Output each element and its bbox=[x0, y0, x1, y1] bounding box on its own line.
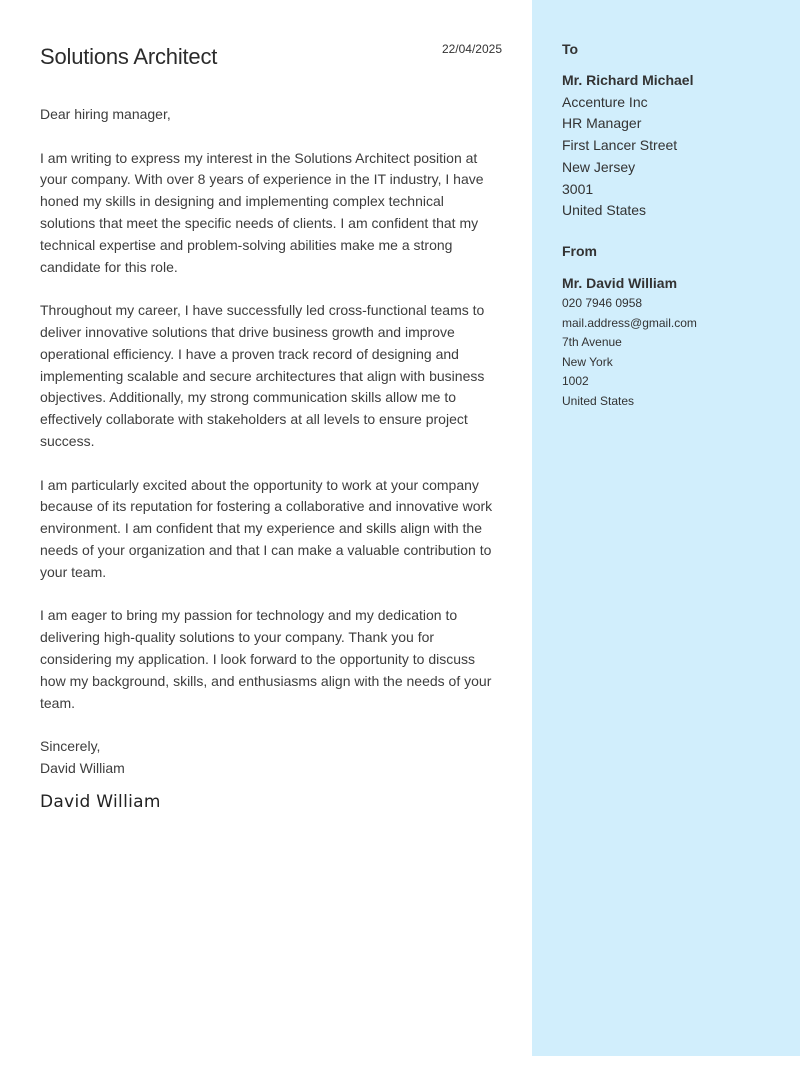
sender-phone: 020 7946 0958 bbox=[562, 296, 643, 310]
body-paragraph-4: I am eager to bring my passion for technology and my dedication to delivering high-quality solutions to your company. Thank you for considering my application. I look forward to the opportunity to discuss how my background, skills, and enthusiasms align with the needs of your team. bbox=[40, 607, 492, 711]
sender-address bbox=[562, 272, 697, 411]
closing-phrase: Sincerely, bbox=[40, 738, 101, 755]
letter-date: 22/04/2025 bbox=[441, 42, 502, 56]
sender-details bbox=[562, 294, 697, 411]
recipient-company: Accenture Inc bbox=[562, 93, 648, 110]
sender-country: United States bbox=[562, 393, 635, 408]
from-heading: From bbox=[562, 243, 597, 259]
sender-name: Mr. David William bbox=[562, 275, 678, 291]
letter-body bbox=[40, 104, 502, 814]
letter-title: Solutions Architect bbox=[40, 44, 218, 69]
sender-email: mail.address@gmail.com bbox=[562, 315, 697, 330]
recipient-street: First Lancer Street bbox=[562, 137, 678, 154]
recipient-postcode: 3001 bbox=[562, 180, 594, 197]
signature: David William bbox=[40, 791, 161, 812]
sender-city: New York bbox=[562, 354, 613, 369]
body-paragraph-3: I am particularly excited about the opportunity to work at your company because of its reputation for fostering a collaborative and innovative work environment. I am confident that my experience and skills align with the needs of your organization and that I can make a valuable contribution to your team. bbox=[40, 476, 493, 580]
recipient-state: New Jersey bbox=[562, 158, 636, 175]
to-heading: To bbox=[562, 41, 579, 57]
recipient-address bbox=[562, 70, 693, 222]
body-paragraph-2: Throughout my career, I have successfully led cross-functional teams to deliver innovative solutions that drive business growth and improve operational efficiency. I have a proven track record of designing and implementing scalable and secure architectures that align with business objectives. Additionally, my strong communication skills allow me to effectively collaborate with stakeholders at all levels to ensure project success. bbox=[40, 302, 485, 449]
recipient-name: Mr. Richard Michael bbox=[562, 72, 694, 88]
recipient-role: HR Manager bbox=[562, 115, 642, 132]
sender-postcode: 1002 bbox=[562, 374, 589, 388]
recipient-country: United States bbox=[562, 202, 647, 219]
salutation: Dear hiring manager, bbox=[40, 106, 171, 122]
sender-street: 7th Avenue bbox=[562, 335, 622, 349]
address-sidebar bbox=[532, 0, 800, 1056]
body-paragraph-1: I am writing to express my interest in the Solutions Architect position at your company. With over 8 years of experience in the IT industry, I have honed my skills in designing and implementing complex technical solutions that meet the specific needs of clients. I am confident that my technical expertise and problem-solving abilities make me a strong candidate for this role. bbox=[40, 149, 484, 275]
closing-name: David William bbox=[40, 759, 125, 776]
